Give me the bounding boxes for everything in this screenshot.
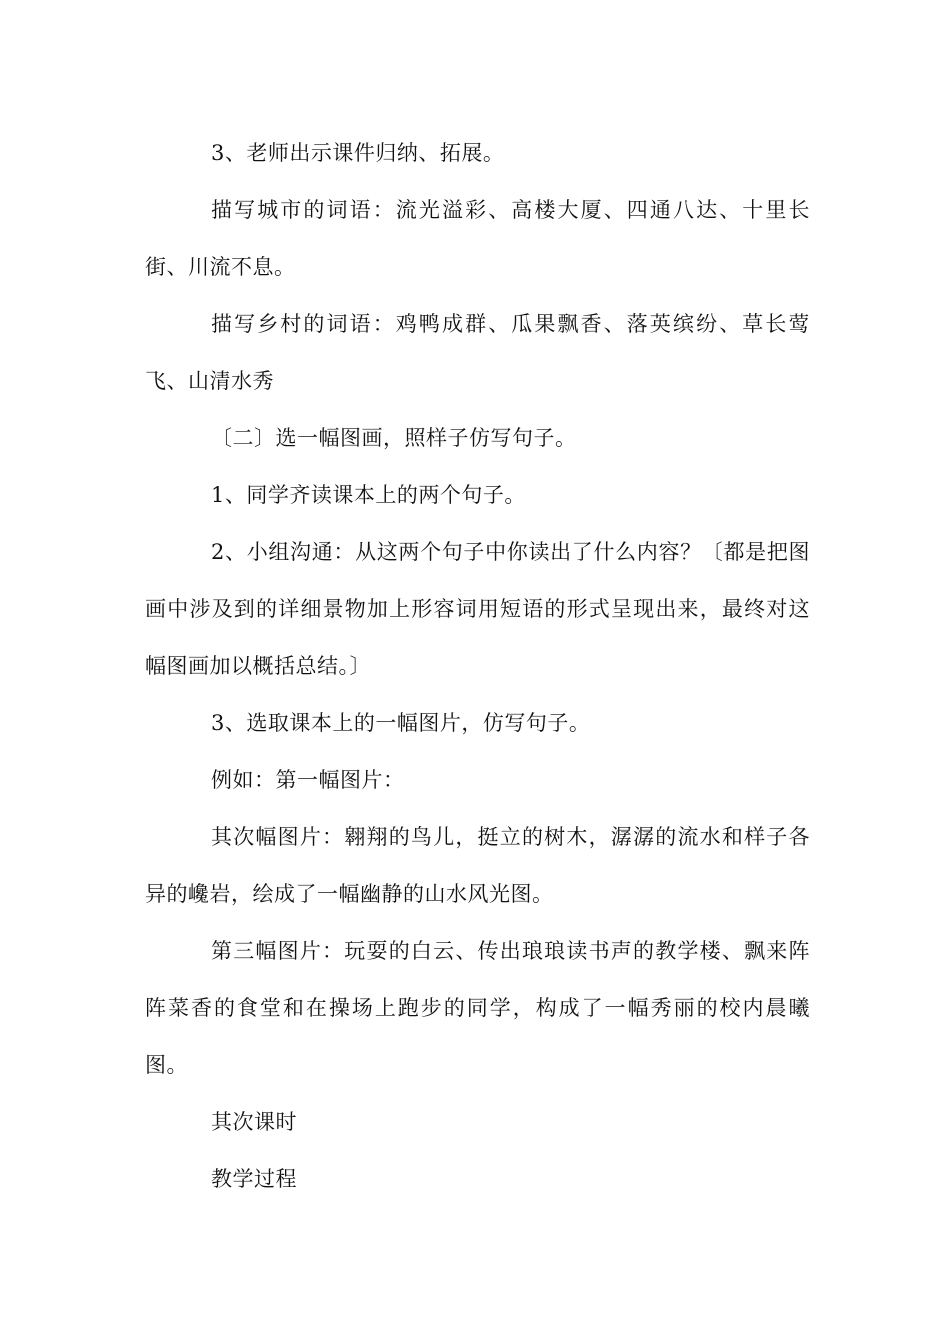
paragraph-section-two-heading: 〔二〕选一幅图画，照样子仿写句子。 — [211, 426, 577, 450]
paragraph-teacher-summary: 3、老师出示课件归纳、拓展。 — [211, 141, 505, 165]
paragraph-third-picture: 第三幅图片：玩耍的白云、传出琅琅读书声的教学楼、飘来阵阵菜香的食堂和在操场上跑步的同学，构成了一幅秀丽的校内晨曦图。 — [145, 939, 810, 1077]
paragraph-example-first: 例如：第一幅图片： — [211, 768, 405, 792]
paragraph-city-words: 描写城市的词语：流光溢彩、高楼大厦、四通八达、十里长街、川流不息。 — [145, 198, 810, 279]
paragraph-read-sentences: 1、同学齐读课本上的两个句子。 — [211, 483, 526, 507]
paragraph-village-words: 描写乡村的词语：鸡鸭成群、瓜果飘香、落英缤纷、草长莺飞、山清水秀 — [145, 312, 810, 393]
paragraph-second-picture: 其次幅图片：翱翔的鸟儿，挺立的树木，潺潺的流水和样子各异的巉岩，绘成了一幅幽静的山水风光图。 — [145, 825, 810, 906]
paragraph-group-discussion: 2、小组沟通：从这两个句子中你读出了什么内容？〔都是把图画中涉及到的详细景物加上形容词用短语的形式呈现出来，最终对这幅图画加以概括总结。〕 — [145, 540, 810, 678]
paragraph-choose-picture: 3、选取课本上的一幅图片，仿写句子。 — [211, 711, 591, 735]
paragraph-second-lesson: 其次课时 — [211, 1110, 297, 1134]
paragraph-teaching-process: 教学过程 — [211, 1167, 297, 1191]
